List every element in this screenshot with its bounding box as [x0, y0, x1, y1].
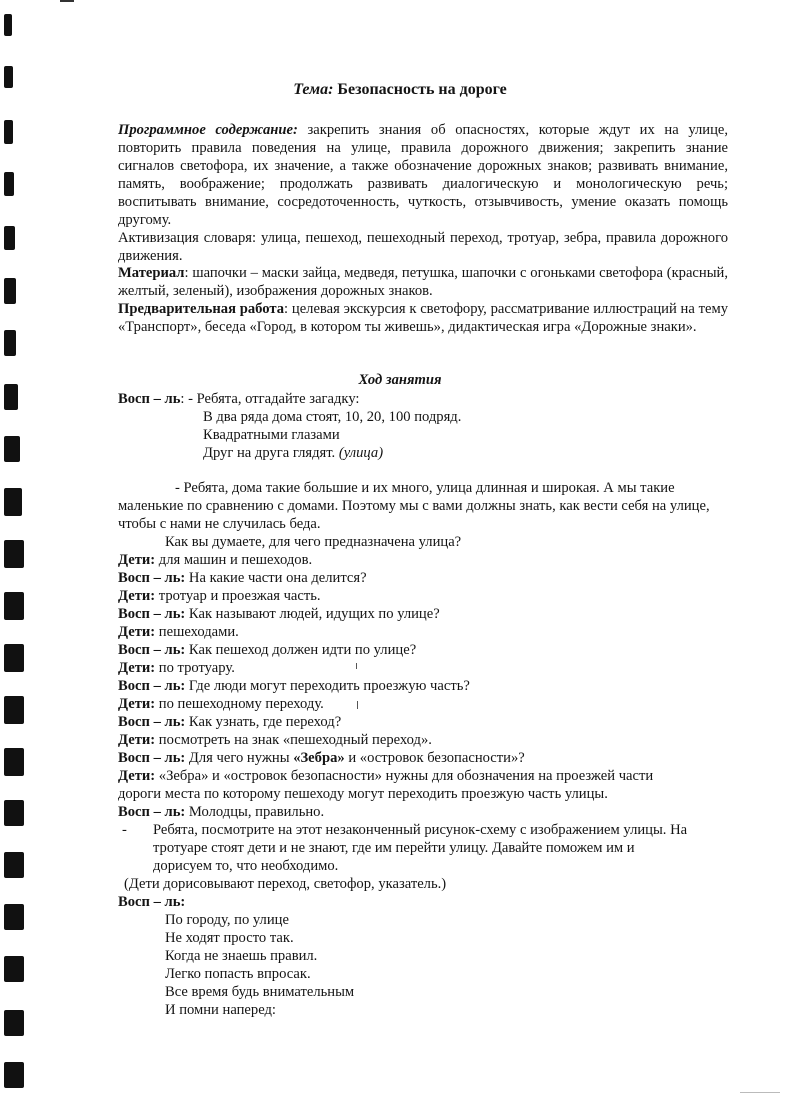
dialogue-line	[118, 623, 239, 641]
speaker-label: Дети:	[118, 768, 156, 784]
binder-hole	[4, 748, 24, 776]
children-action: (Дети дорисовывают переход, светофор, указатель.)	[124, 876, 447, 892]
dialogue-line	[118, 677, 470, 695]
binder-hole	[4, 592, 24, 620]
speaker-label: Восп – ль:	[118, 606, 186, 622]
binder-hole	[4, 278, 16, 304]
riddle-intro-text: : - Ребята, отгадайте загадку:	[180, 391, 360, 407]
title-text: Безопасность на дороге	[337, 81, 507, 98]
question-1: Как вы думаете, для чего предназначена улица?	[165, 534, 462, 550]
speaker-label: Восп – ль:	[118, 678, 186, 694]
binder-hole	[4, 120, 13, 144]
riddle-line-last	[203, 444, 383, 462]
binder-hole	[4, 330, 16, 356]
lesson-heading: Ход занятия	[358, 372, 442, 388]
speaker-label: Дети:	[118, 552, 156, 568]
speaker-label: Дети:	[118, 696, 156, 712]
poem-line: Легко попасть впросак.	[165, 966, 311, 982]
dialogue-text: по пешеходному переходу.	[155, 696, 324, 712]
zebra-question-pre: Для чего нужны	[185, 750, 294, 766]
speaker-label: Дети:	[118, 660, 156, 676]
dialogue-text: для машин и пешеходов.	[155, 552, 313, 568]
poem-line: Не ходят просто так.	[165, 930, 294, 946]
speaker-label: Восп – ль:	[118, 570, 186, 586]
drawing-line: дорисуем то, что необходимо.	[153, 858, 339, 874]
dialogue-line	[118, 731, 432, 749]
dialogue-text: Где люди могут переходить проезжую часть?	[185, 678, 470, 694]
binder-holes	[0, 0, 30, 1100]
praise-line	[118, 803, 324, 821]
zebra-answer	[118, 767, 653, 785]
dialogue-text: тротуар и проезжая часть.	[155, 588, 321, 604]
binder-hole	[4, 1010, 24, 1036]
paragraph-1: - Ребята, дома такие большие и их много, улица длинная и широкая. А мы такие маленькие по сравнению с домами. Поэтому мы с вами должны знать, как вести себя на улице, чтобы с нами не случилась беда.	[118, 480, 710, 532]
prework-label: Предварительная работа	[118, 301, 285, 317]
drawing-line: Ребята, посмотрите на этот незаконченный рисунок-схему с изображением улицы. На	[153, 822, 688, 838]
speaker-label: Восп – ль:	[118, 750, 186, 766]
speaker-label: Дети:	[118, 732, 156, 748]
scan-speck	[740, 1092, 780, 1093]
binder-hole	[4, 956, 24, 982]
riddle-intro	[118, 390, 359, 408]
material-section	[118, 264, 728, 300]
dialogue-text: Как узнать, где переход?	[185, 714, 342, 730]
speaker-label: Дети:	[118, 624, 156, 640]
poem-line: По городу, по улице	[165, 912, 289, 928]
binder-hole	[4, 1062, 24, 1088]
binder-hole	[4, 696, 24, 724]
riddle-line: В два ряда дома стоят, 10, 20, 100 подряд.	[203, 409, 462, 425]
material-label: Материал	[118, 265, 185, 281]
vocabulary-text: Активизация словаря: улица, пешеход, пешеходный переход, тротуар, зебра, правила дорожного движения.	[118, 230, 728, 264]
binder-hole	[4, 540, 24, 568]
dialogue-text: На какие части она делится?	[185, 570, 367, 586]
binder-hole	[4, 488, 22, 516]
scan-speck	[356, 663, 357, 669]
dialogue-text: по тротуару.	[155, 660, 235, 676]
dialogue-line	[118, 695, 324, 713]
scan-speck	[357, 701, 358, 709]
riddle-line: Друг на друга глядят.	[203, 445, 336, 461]
speaker-label: Восп – ль:	[118, 642, 186, 658]
dialogue-line	[118, 641, 416, 659]
poem-line: И помни наперед:	[165, 1002, 276, 1018]
riddle-answer: (улица)	[338, 445, 384, 461]
page-title	[0, 80, 800, 100]
zebra-term: «Зебра»	[293, 750, 345, 766]
dialogue-text: пешеходами.	[155, 624, 239, 640]
prework-text: : целевая экскурсия к светофору, рассматривание иллюстраций на тему «Транспорт», беседа «Город, в котором ты живешь», дидактическая игра «Дорожные знаки».	[118, 301, 729, 335]
binder-hole	[4, 436, 20, 462]
speaker-label: Восп – ль:	[118, 804, 186, 820]
program-text: закрепить знания об опасностях, которые ждут их на улице, повторить правила поведения на улице, правила дорожного движения; закрепить знание сигналов светофора, их значение, а также обозначение дорожных знаков; развивать внимание, память, воображение; продолжать развивать диалогическую и монологическую речь; воспитывать внимание, сосредоточенность, чуткость, отзывчивость, умение оказать помощь другому.	[118, 122, 729, 228]
program-label: Программное содержание:	[118, 122, 298, 138]
poem-line: Все время будь внимательным	[165, 984, 355, 1000]
title-prefix: Тема:	[293, 81, 334, 98]
binder-hole	[4, 644, 24, 672]
dialogue-line	[118, 659, 235, 677]
dialogue-line	[118, 605, 440, 623]
dialogue-line	[118, 713, 341, 731]
material-text: : шапочки – маски зайца, медведя, петушка, шапочки с огоньками светофора (красный, желтый, зеленый), изображения дорожных знаков.	[118, 265, 728, 299]
dialogue-text: Как пешеход должен идти по улице?	[185, 642, 417, 658]
binder-hole	[4, 226, 15, 250]
program-section	[118, 121, 728, 229]
speaker-label: Восп – ль	[118, 391, 181, 407]
dialogue-line	[118, 587, 321, 605]
dialogue-text: посмотреть на знак «пешеходный переход».	[155, 732, 432, 748]
dialogue-text: Как называют людей, идущих по улице?	[185, 606, 440, 622]
speaker-label: Восп – ль:	[118, 714, 186, 730]
speaker-label: Дети:	[118, 588, 156, 604]
dialogue-line	[118, 551, 312, 569]
binder-hole	[4, 800, 24, 826]
riddle-line: Квадратными глазами	[203, 427, 340, 443]
final-speaker-label: Восп – ль:	[118, 894, 186, 910]
dialogue-line	[118, 569, 367, 587]
zebra-answer-cont: дороги места по которому пешеходу могут переходить проезжую часть улицы.	[118, 786, 608, 802]
drawing-line: тротуаре стоят дети и не знают, где им перейти улицу. Давайте поможем им и	[153, 840, 635, 856]
binder-hole	[4, 14, 12, 36]
binder-hole	[4, 172, 14, 196]
prework-section	[118, 300, 728, 336]
drawing-dash: -	[122, 822, 127, 838]
praise-text: Молодцы, правильно.	[185, 804, 325, 820]
scan-mark	[60, 0, 74, 2]
zebra-question-post: и «островок безопасности»?	[344, 750, 525, 766]
zebra-question	[118, 749, 525, 767]
poem-line: Когда не знаешь правил.	[165, 948, 318, 964]
zebra-answer-text: «Зебра» и «островок безопасности» нужны для обозначения на проезжей части	[155, 768, 654, 784]
binder-hole	[4, 852, 24, 878]
binder-hole	[4, 904, 24, 930]
